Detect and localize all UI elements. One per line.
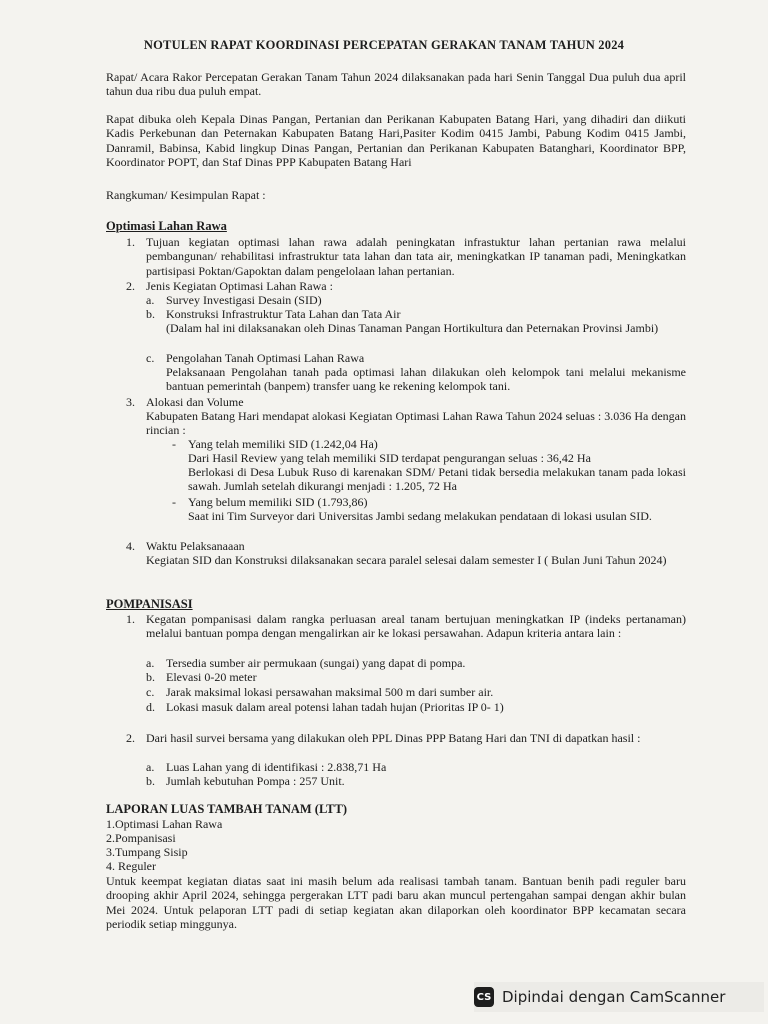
list-item-note: Kabupaten Batang Hari mendapat alokasi Kegiatan Optimasi Lahan Rawa Tahun 2024 seluas : 3.036 Ha dengan rincian : [146,409,686,438]
list-letter: a. [146,293,155,307]
list-number: 3. [126,395,135,409]
list-item-note: Kegiatan SID dan Konstruksi dilaksanakan secara paralel selesai dalam semester I ( Bulan Juni Tahun 2024) [146,553,667,567]
bullet-dash: - [172,437,176,451]
section-heading-pompanisasi: POMPANISASI [106,597,193,611]
list-number: 1. [126,612,135,626]
list-item: Kegatan pompanisasi dalam rangka perluasan areal tanam bertujuan meningkatkan IP (indeks pertanaman) melalui bantuan pompa dengan mengalirkan air ke lokasi persawahan. Adapun kriteria antara lain : [146,612,686,641]
summary-label: Rangkuman/ Kesimpulan Rapat : [106,188,266,202]
list-item: Lokasi masuk dalam areal potensi lahan tadah hujan (Prioritas IP 0- 1) [166,700,504,714]
list-item: Elevasi 0-20 meter [166,670,257,684]
list-item: Survey Investigasi Desain (SID) [166,293,322,307]
list-number: 2. [126,731,135,745]
list-item: Jenis Kegiatan Optimasi Lahan Rawa : [146,279,333,293]
list-item: Alokasi dan Volume [146,395,244,409]
section-heading-ltt: LAPORAN LUAS TAMBAH TANAM (LTT) [106,802,347,816]
list-item: Konstruksi Infrastruktur Tata Lahan dan Tata Air [166,307,401,321]
bullet-dash: - [172,495,176,509]
list-item: Pengolahan Tanah Optimasi Lahan Rawa [166,351,365,365]
bullet-item: Yang telah memiliki SID (1.242,04 Ha) [188,437,378,451]
list-letter: c. [146,351,155,365]
list-item: Tersedia sumber air permukaan (sungai) yang dapat di pompa. [166,656,466,670]
camscanner-logo-icon: CS [474,987,494,1007]
intro-paragraph-2: Rapat dibuka oleh Kepala Dinas Pangan, Pertanian dan Perikanan Kabupaten Batang Hari, yang dihadiri dan diikuti Kadis Perkebunan dan Peternakan Kabupaten Batang Hari,Pasiter Kodim 0415 Jambi, Pabung Kodim 0415 Jambi, Danramil, Babinsa, Kabid lingkup Dinas Pangan, Pertanian dan Perikanan Kabupaten Batanghari, Koordinator BPP, Koordinator POPT, dan Staf Dinas PPP Kabupaten Batang Hari [106,112,686,170]
document-title: NOTULEN RAPAT KOORDINASI PERCEPATAN GERAKAN TANAM TAHUN 2024 [143,38,625,52]
bullet-note: Berlokasi di Desa Lubuk Ruso di karenakan SDM/ Petani tidak bersedia melakukan tanam pada lokasi sawah. Jumlah setelah dikurangi menjadi : 1.205, 72 Ha [188,465,686,494]
list-item: Luas Lahan yang di identifikasi : 2.838,71 Ha [166,760,387,774]
list-item: 4. Reguler [106,859,156,873]
intro-paragraph-1: Rapat/ Acara Rakor Percepatan Gerakan Tanam Tahun 2024 dilaksanakan pada hari Senin Tanggal Dua puluh dua april tahun dua ribu dua puluh empat. [106,70,686,99]
bullet-note: Dari Hasil Review yang telah memiliki SID terdapat pengurangan seluas : 36,42 Ha [188,451,591,465]
list-item: 2.Pompanisasi [106,831,176,845]
bullet-item: Yang belum memiliki SID (1.793,86) [188,495,368,509]
list-item-note: Pelaksanaan Pengolahan tanah pada optimasi lahan dilakukan oleh kelompok tani melalui mekanisme bantuan pemerintah (banpem) transfer uang ke rekening kelompok tani. [166,365,686,394]
list-letter: d. [146,700,155,714]
list-letter: b. [146,307,155,321]
camscanner-watermark [474,982,764,1012]
list-item: Jarak maksimal lokasi persawahan maksimal 500 m dari sumber air. [166,685,494,699]
section-heading-optimasi: Optimasi Lahan Rawa [106,219,227,233]
list-item: Jumlah kebutuhan Pompa : 257 Unit. [166,774,345,788]
list-letter: b. [146,774,155,788]
list-number: 1. [126,235,135,249]
list-letter: a. [146,656,155,670]
list-item: Tujuan kegiatan optimasi lahan rawa adalah peningkatan infrastuktur lahan pertanian rawa melalui pembangunan/ rehabilitasi infrastruktur tata lahan dan tata air, meningkatkan IP tanaman padi, Meningkatkan partisipasi Poktan/Gapoktan dalam pengelolaan lahan pertanian. [146,235,686,278]
bullet-note: Saat ini Tim Surveyor dari Universitas Jambi sedang melakukan pendataan di lokasi usulan SID. [188,509,652,523]
list-letter: b. [146,670,155,684]
list-number: 2. [126,279,135,293]
list-item: 1.Optimasi Lahan Rawa [106,817,223,831]
watermark-label: Dipindai dengan CamScanner [502,988,726,1006]
list-item: 3.Tumpang Sisip [106,845,188,859]
list-item: Waktu Pelaksanaaan [146,539,245,553]
list-letter: c. [146,685,155,699]
list-number: 4. [126,539,135,553]
list-item: Dari hasil survei bersama yang dilakukan oleh PPL Dinas PPP Batang Hari dan TNI di dapatkan hasil : [146,731,641,745]
closing-paragraph: Untuk keempat kegiatan diatas saat ini masih belum ada realisasi tambah tanam. Bantuan benih padi reguler baru drooping akhir April 2024, sehingga pergerakan LTT padi baru akan muncul pertengahan sampai dengan akhir bulan Mei 2024. Untuk pelaporan LTT padi di setiap kegiatan akan dilaporkan oleh koordinator BPP kecamatan secara periodik setiap minggunya. [106,874,686,932]
list-letter: a. [146,760,155,774]
list-item-note: (Dalam hal ini dilaksanakan oleh Dinas Tanaman Pangan Hortikultura dan Peternakan Provinsi Jambi) [166,321,659,335]
